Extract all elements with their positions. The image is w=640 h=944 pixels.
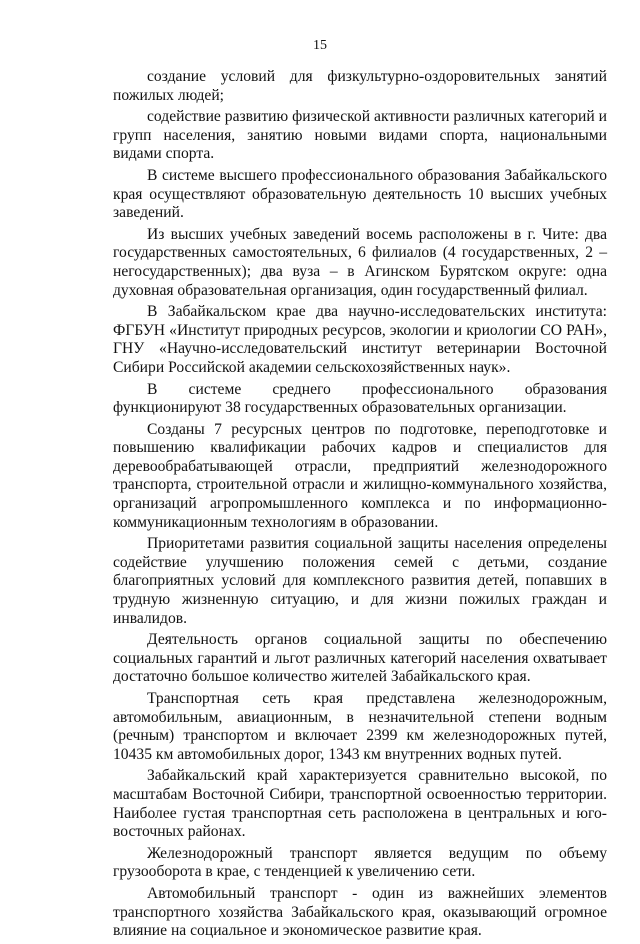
paragraph-research-institutes: В Забайкальском крае два научно-исследовательских института: ФГБУН «Институт природных ресурсов, экологии и криологии СО РАН», ГНУ «Научно-исследовательский институт ветеринарии Восточной Сибири Российской академии сельскохозяйственных наук». [113,303,607,376]
paragraph-universities-chita: Из высших учебных заведений восемь расположены в г. Чите: два государственных самостоятельных, 6 филиалов (4 государственных, 2 – негосударственных); два вуза – в Агинском Бурятском округе: одна духовная образовательная организация, один государственный филиал. [113,225,607,299]
paragraph-resource-centers: Созданы 7 ресурсных центров по подготовке, переподготовке и повышению квалификации рабочих кадров и специалистов для деревообрабатывающей отрасли, предприятий железнодорожного транспорта, строительной отрасли и жилищно-коммунального хозяйства, организаций агропромышленного комплекса и по информационно-коммуникационным технологиям в образовании. [113,420,607,531]
paragraph-transport-density: Забайкальский край характеризуется сравнительно высокой, по масштабам Восточной Сибири, транспортной освоенностью территории. Наиболее густая транспортная сеть расположена в центральных и юго-восточных районах. [113,767,607,841]
paragraph-social-protection-activity: Деятельность органов социальной защиты по обеспечению социальных гарантий и льгот различных категорий населения охватывает достаточно большое количество жителей Забайкальского края. [113,631,607,686]
paragraph-physical-activity: содействие развитию физической активности различных категорий и групп населения, занятию новыми видами спорта, национальными видами спорта. [113,108,607,163]
page-number: 15 [313,38,327,53]
paragraph-social-protection-priorities: Приоритетами развития социальной защиты населения определены содействие улучшению положения семей с детьми, создание благоприятных условий для комплексного развития детей, попавших в трудную жизненную ситуацию, и для жизни пожилых граждан и инвалидов. [113,535,607,627]
paragraph-transport-network: Транспортная сеть края представлена железнодорожным, автомобильным, авиационным, в незначительной степени водным (речным) транспортом и включает 2399 км железнодорожных путей, 10435 км автомобильных дорог, 1343 км внутренних водных путей. [113,690,607,763]
paragraph-road-transport: Автомобильный транспорт - один из важнейших элементов транспортного хозяйства Забайкальского края, оказывающий огромное влияние на социальное и экономическое развитие края. [113,884,607,940]
document-body [113,68,607,944]
paragraph-sport-conditions: создание условий для физкультурно-оздоровительных занятий пожилых людей; [113,68,607,104]
paragraph-higher-education: В системе высшего профессионального образования Забайкальского края осуществляют образовательную деятельность 10 высших учебных заведений. [113,166,607,222]
paragraph-secondary-education: В системе среднего профессионального образования функционируют 38 государственных образовательных организации. [113,380,607,417]
paragraph-railway-transport: Железнодорожный транспорт является ведущим по объему грузооборота в крае, с тенденцией к увеличению сети. [113,844,607,881]
